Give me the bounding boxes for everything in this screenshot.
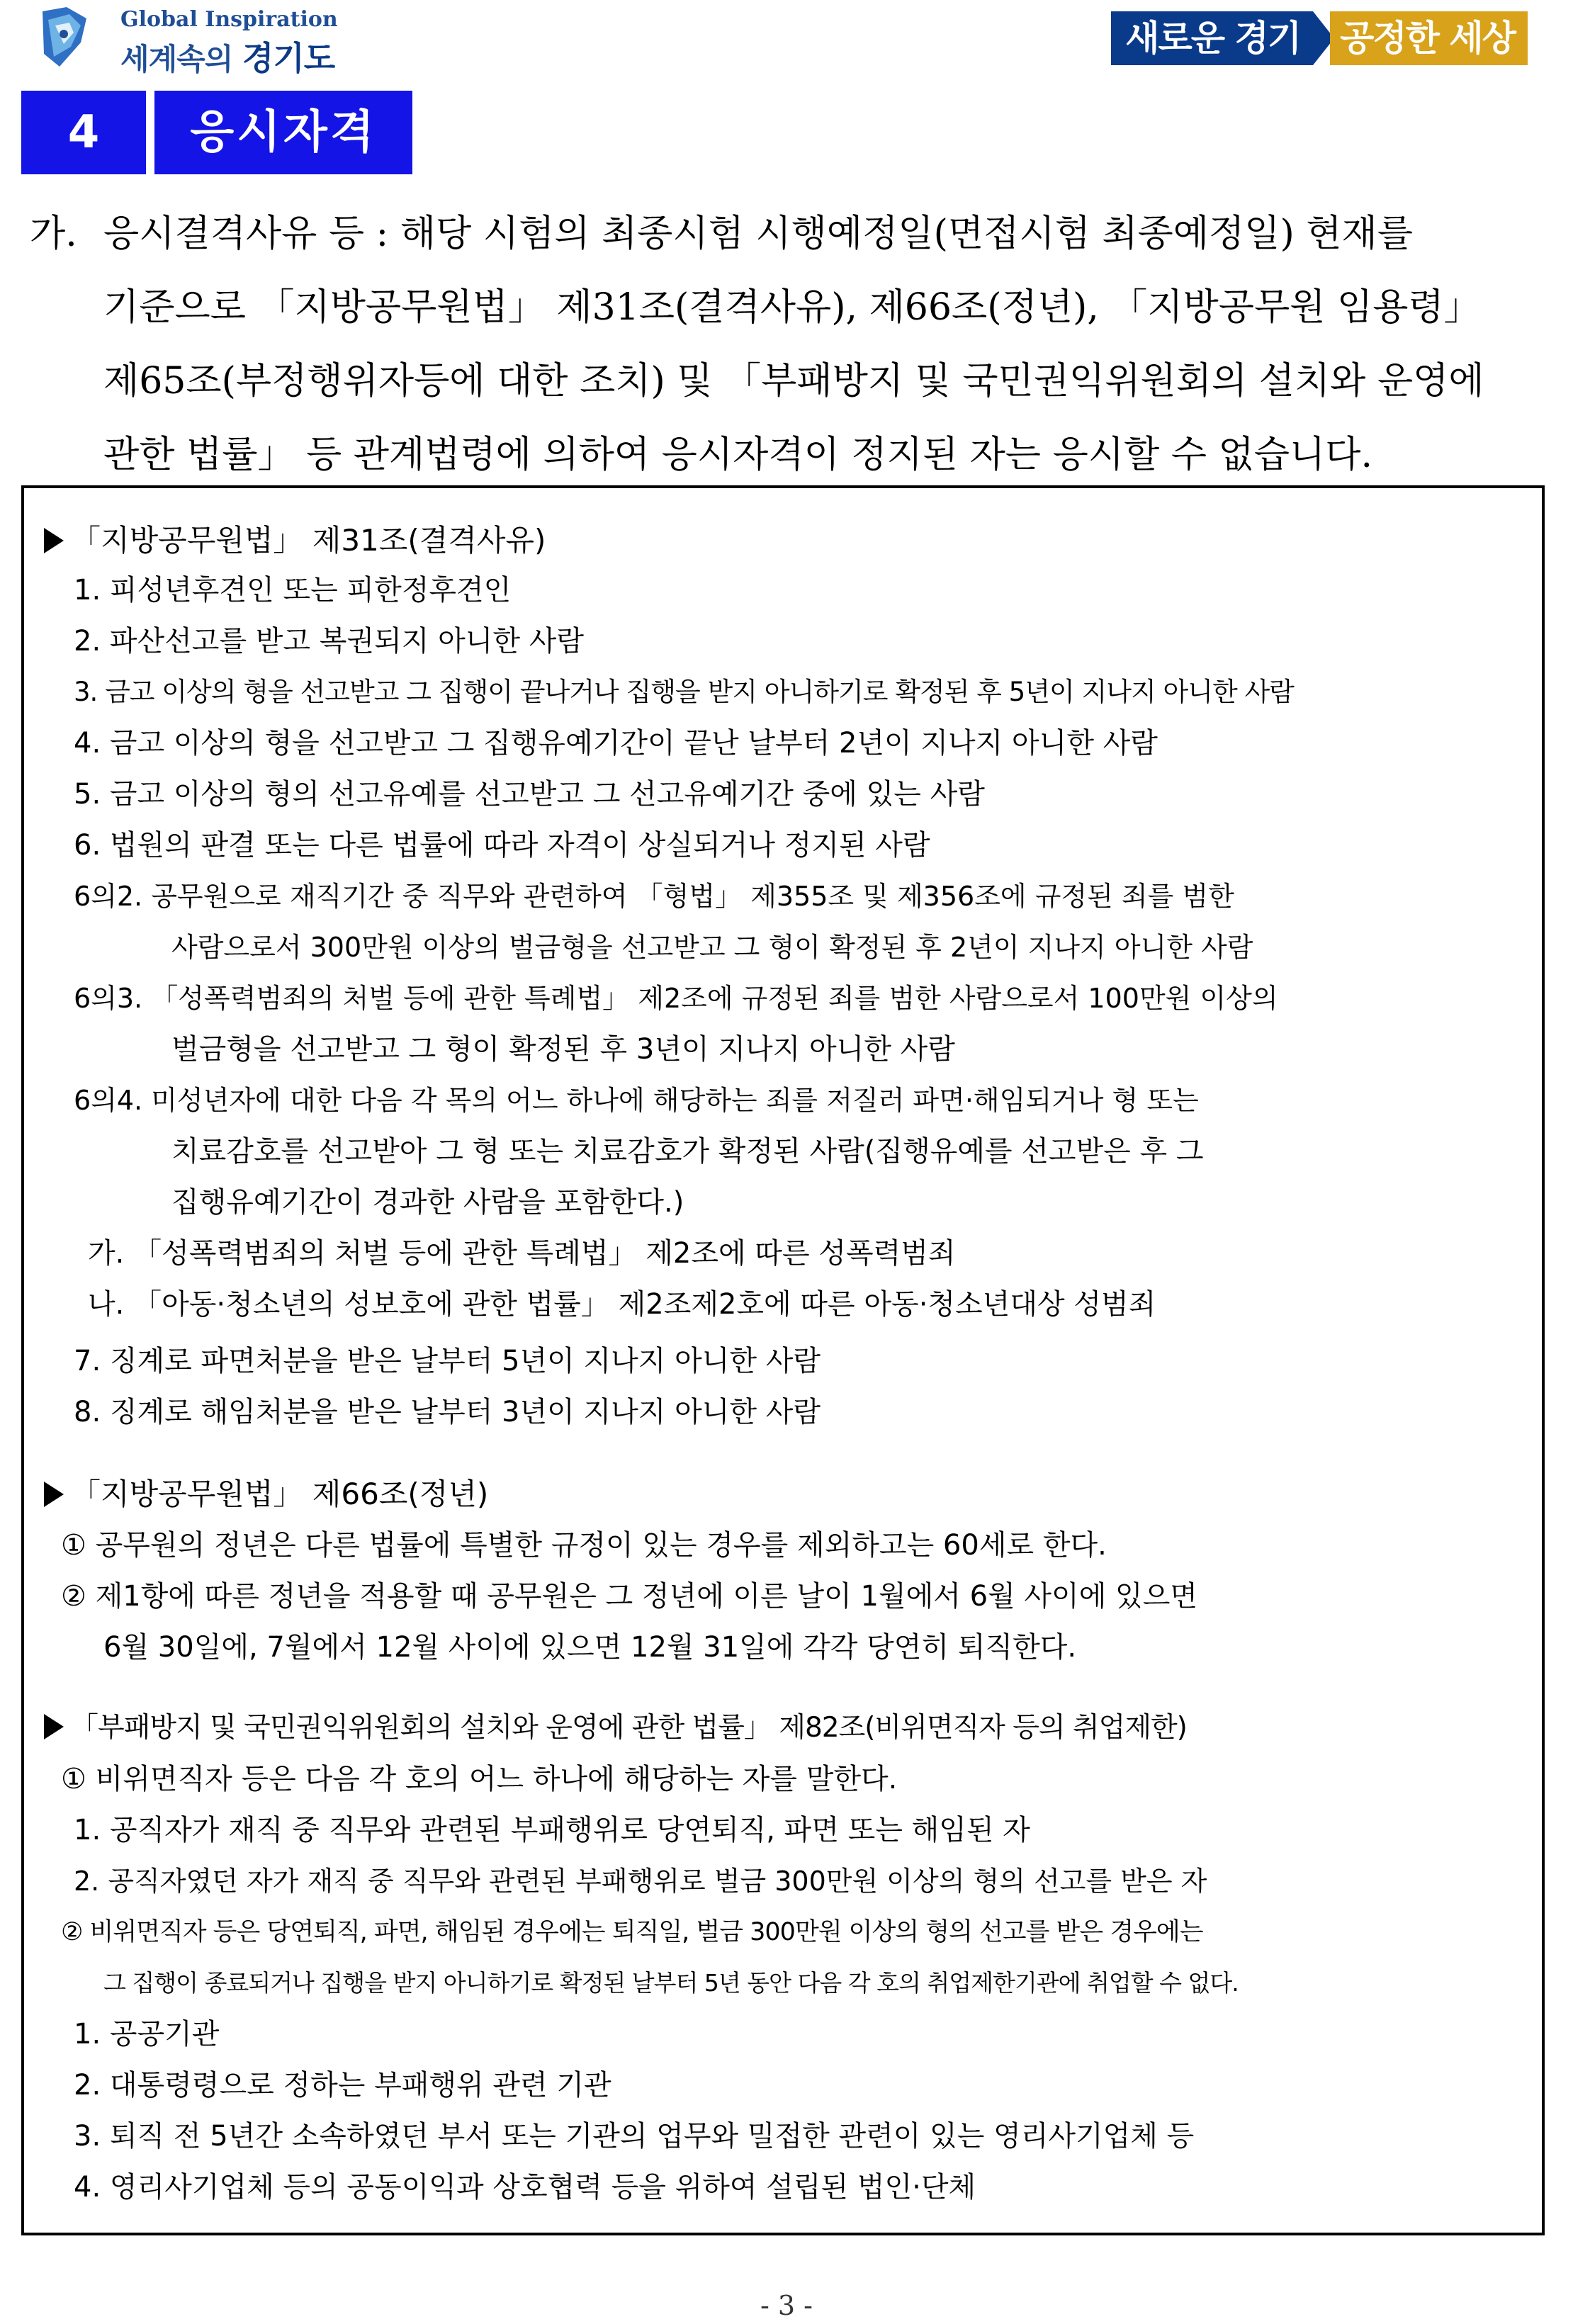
section-title: 응시자격 <box>154 91 412 174</box>
art31-item: 7. 징계로 파면처분을 받은 날부터 5년이 지나지 아니한 사람 <box>74 1345 821 1377</box>
intro-line: 제65조(부정행위자등에 대한 조치) 및 「부패방지 및 국민권익위원회의 설치와 운영에 <box>103 360 1484 402</box>
art82-item: 2. 공직자였던 자가 재직 중 직무와 관련된 부패행위로 벌금 300만원 이상의 형의 선고를 받은 자 <box>74 1866 1207 1897</box>
art82-item: 2. 대통령령으로 정하는 부패행위 관련 기관 <box>74 2069 611 2102</box>
art82-item: ① 비위면직자 등은 다음 각 호의 어느 하나에 해당하는 자를 말한다. <box>61 1763 898 1795</box>
slogan-left: 새로운 경기 <box>1111 11 1313 65</box>
logo-subtitle: Global Inspiration <box>120 7 338 32</box>
art82-heading <box>44 1703 1187 1754</box>
logo-title <box>120 33 334 79</box>
art31-item-cont: 집행유예기간이 경과한 사람을 포함한다.) <box>171 1186 684 1219</box>
art82-item: ② 비위면직자 등은 당연퇴직, 파면, 해임된 경우에는 퇴직일, 벌금 300만원 이상의 형의 선고를 받은 경우에는 <box>61 1918 1203 1946</box>
slogan-right: 공정한 세상 <box>1330 11 1528 65</box>
art31-item: 4. 금고 이상의 형을 선고받고 그 집행유예기간이 끝난 날부터 2년이 지나지 아니한 사람 <box>74 727 1158 760</box>
logo-title-strong: 경기도 <box>242 39 335 77</box>
art31-item: 6의4. 미성년자에 대한 다음 각 목의 어느 하나에 해당하는 죄를 저질러 파면·해임되거나 형 또는 <box>74 1085 1199 1116</box>
legal-provisions-box <box>21 485 1545 2235</box>
art31-item: 6의3. 「성폭력범죄의 처벌 등에 관한 특례법」 제2조에 규정된 죄를 범한 사람으로서 100만원 이상의 <box>74 983 1278 1014</box>
art31-item-cont: 치료감호를 선고받아 그 형 또는 치료감호가 확정된 사람(집행유예를 선고받은 후 그 <box>171 1135 1204 1168</box>
art31-item-cont: 벌금형을 선고받고 그 형이 확정된 후 3년이 지나지 아니한 사람 <box>171 1033 955 1066</box>
art82-item: 4. 영리사기업체 등의 공동이익과 상호협력 등을 위하여 설립된 법인·단체 <box>74 2171 976 2204</box>
art31-item: 5. 금고 이상의 형의 선고유예를 선고받고 그 선고유예기간 중에 있는 사람 <box>74 778 985 811</box>
intro-line: 관한 법률」 등 관계법령에 의하여 응시자격이 정지된 자는 응시할 수 없습니다. <box>103 434 1373 476</box>
intro-text: 응시결격사유 등 : 해당 시험의 최종시험 시행예정일(면접시험 최종예정일) 현재를 <box>103 213 1413 255</box>
logo-title-prefix: 세계속의 <box>120 42 242 77</box>
intro-line <box>30 197 1553 271</box>
triangle-bullet-icon <box>44 1714 64 1739</box>
art31-item-cont: 사람으로서 300만원 이상의 벌금형을 선고받고 그 형이 확정된 후 2년이 지나지 아니한 사람 <box>171 932 1253 963</box>
art31-subitem: 가. 「성폭력범죄의 처벌 등에 관한 특례법」 제2조에 따른 성폭력범죄 <box>88 1237 956 1270</box>
art82-item: 3. 퇴직 전 5년간 소속하였던 부서 또는 기관의 업무와 밀접한 관련이 있는 영리사기업체 등 <box>74 2120 1195 2153</box>
art66-heading-text: 「지방공무원법」 제66조(정년) <box>71 1477 489 1511</box>
triangle-bullet-icon <box>44 1482 64 1507</box>
art31-heading <box>44 515 546 566</box>
art66-item: ① 공무원의 정년은 다른 법률에 특별한 규정이 있는 경우를 제외하고는 60세로 한다. <box>61 1529 1107 1562</box>
art31-item: 2. 파산선고를 받고 복권되지 아니한 사람 <box>74 625 584 658</box>
art31-item: 8. 징계로 해임처분을 받은 날부터 3년이 지나지 아니한 사람 <box>74 1396 821 1428</box>
art31-item: 6. 법원의 판결 또는 다른 법률에 따라 자격이 상실되거나 정지된 사람 <box>74 829 930 862</box>
art31-subitem: 나. 「아동·청소년의 성보호에 관한 법률」 제2조제2호에 따른 아동·청소년대상 성범죄 <box>88 1288 1156 1321</box>
art31-item: 6의2. 공무원으로 재직기간 중 직무와 관련하여 「형법」 제355조 및 제356조에 규정된 죄를 범한 <box>74 881 1234 912</box>
intro-line: 기준으로 「지방공무원법」 제31조(결격사유), 제66조(정년), 「지방공무원 임용령」 <box>103 286 1481 329</box>
art82-item: 1. 공공기관 <box>74 2018 220 2051</box>
art82-item-cont: 그 집행이 종료되거나 집행을 받지 아니하기로 확정된 날부터 5년 동안 다음 각 호의 취업제한기관에 취업할 수 없다. <box>103 1969 1239 1997</box>
art66-item-cont: 6월 30일에, 7월에서 12월 사이에 있으면 12월 31일에 각각 당연히 퇴직한다. <box>103 1631 1077 1664</box>
page-number: - 3 - <box>760 2290 813 2321</box>
art66-heading <box>44 1469 488 1520</box>
gyeonggi-emblem-icon <box>38 4 91 72</box>
art66-item: ② 제1항에 따른 정년을 적용할 때 공무원은 그 정년에 이른 날이 1월에서 6월 사이에 있으면 <box>61 1580 1197 1613</box>
gyeonggi-logo <box>38 4 338 77</box>
section-number: 4 <box>21 91 146 174</box>
slogan-banner <box>1111 11 1528 65</box>
art31-heading-text: 「지방공무원법」 제31조(결격사유) <box>71 523 546 558</box>
triangle-bullet-icon <box>44 528 64 553</box>
intro-label: 가. <box>30 213 77 255</box>
art82-item: 1. 공직자가 재직 중 직무와 관련된 부패행위로 당연퇴직, 파면 또는 해임된 자 <box>74 1814 1030 1846</box>
art31-item: 3. 금고 이상의 형을 선고받고 그 집행이 끝나거나 집행을 받지 아니하기로 확정된 후 5년이 지나지 아니한 사람 <box>74 677 1294 707</box>
intro-paragraph <box>30 197 1553 492</box>
art82-heading-text: 「부패방지 및 국민권익위원회의 설치와 운영에 관한 법률」 제82조(비위면직자 등의 취업제한) <box>71 1712 1187 1744</box>
art31-item: 1. 피성년후견인 또는 피한정후견인 <box>74 574 512 607</box>
